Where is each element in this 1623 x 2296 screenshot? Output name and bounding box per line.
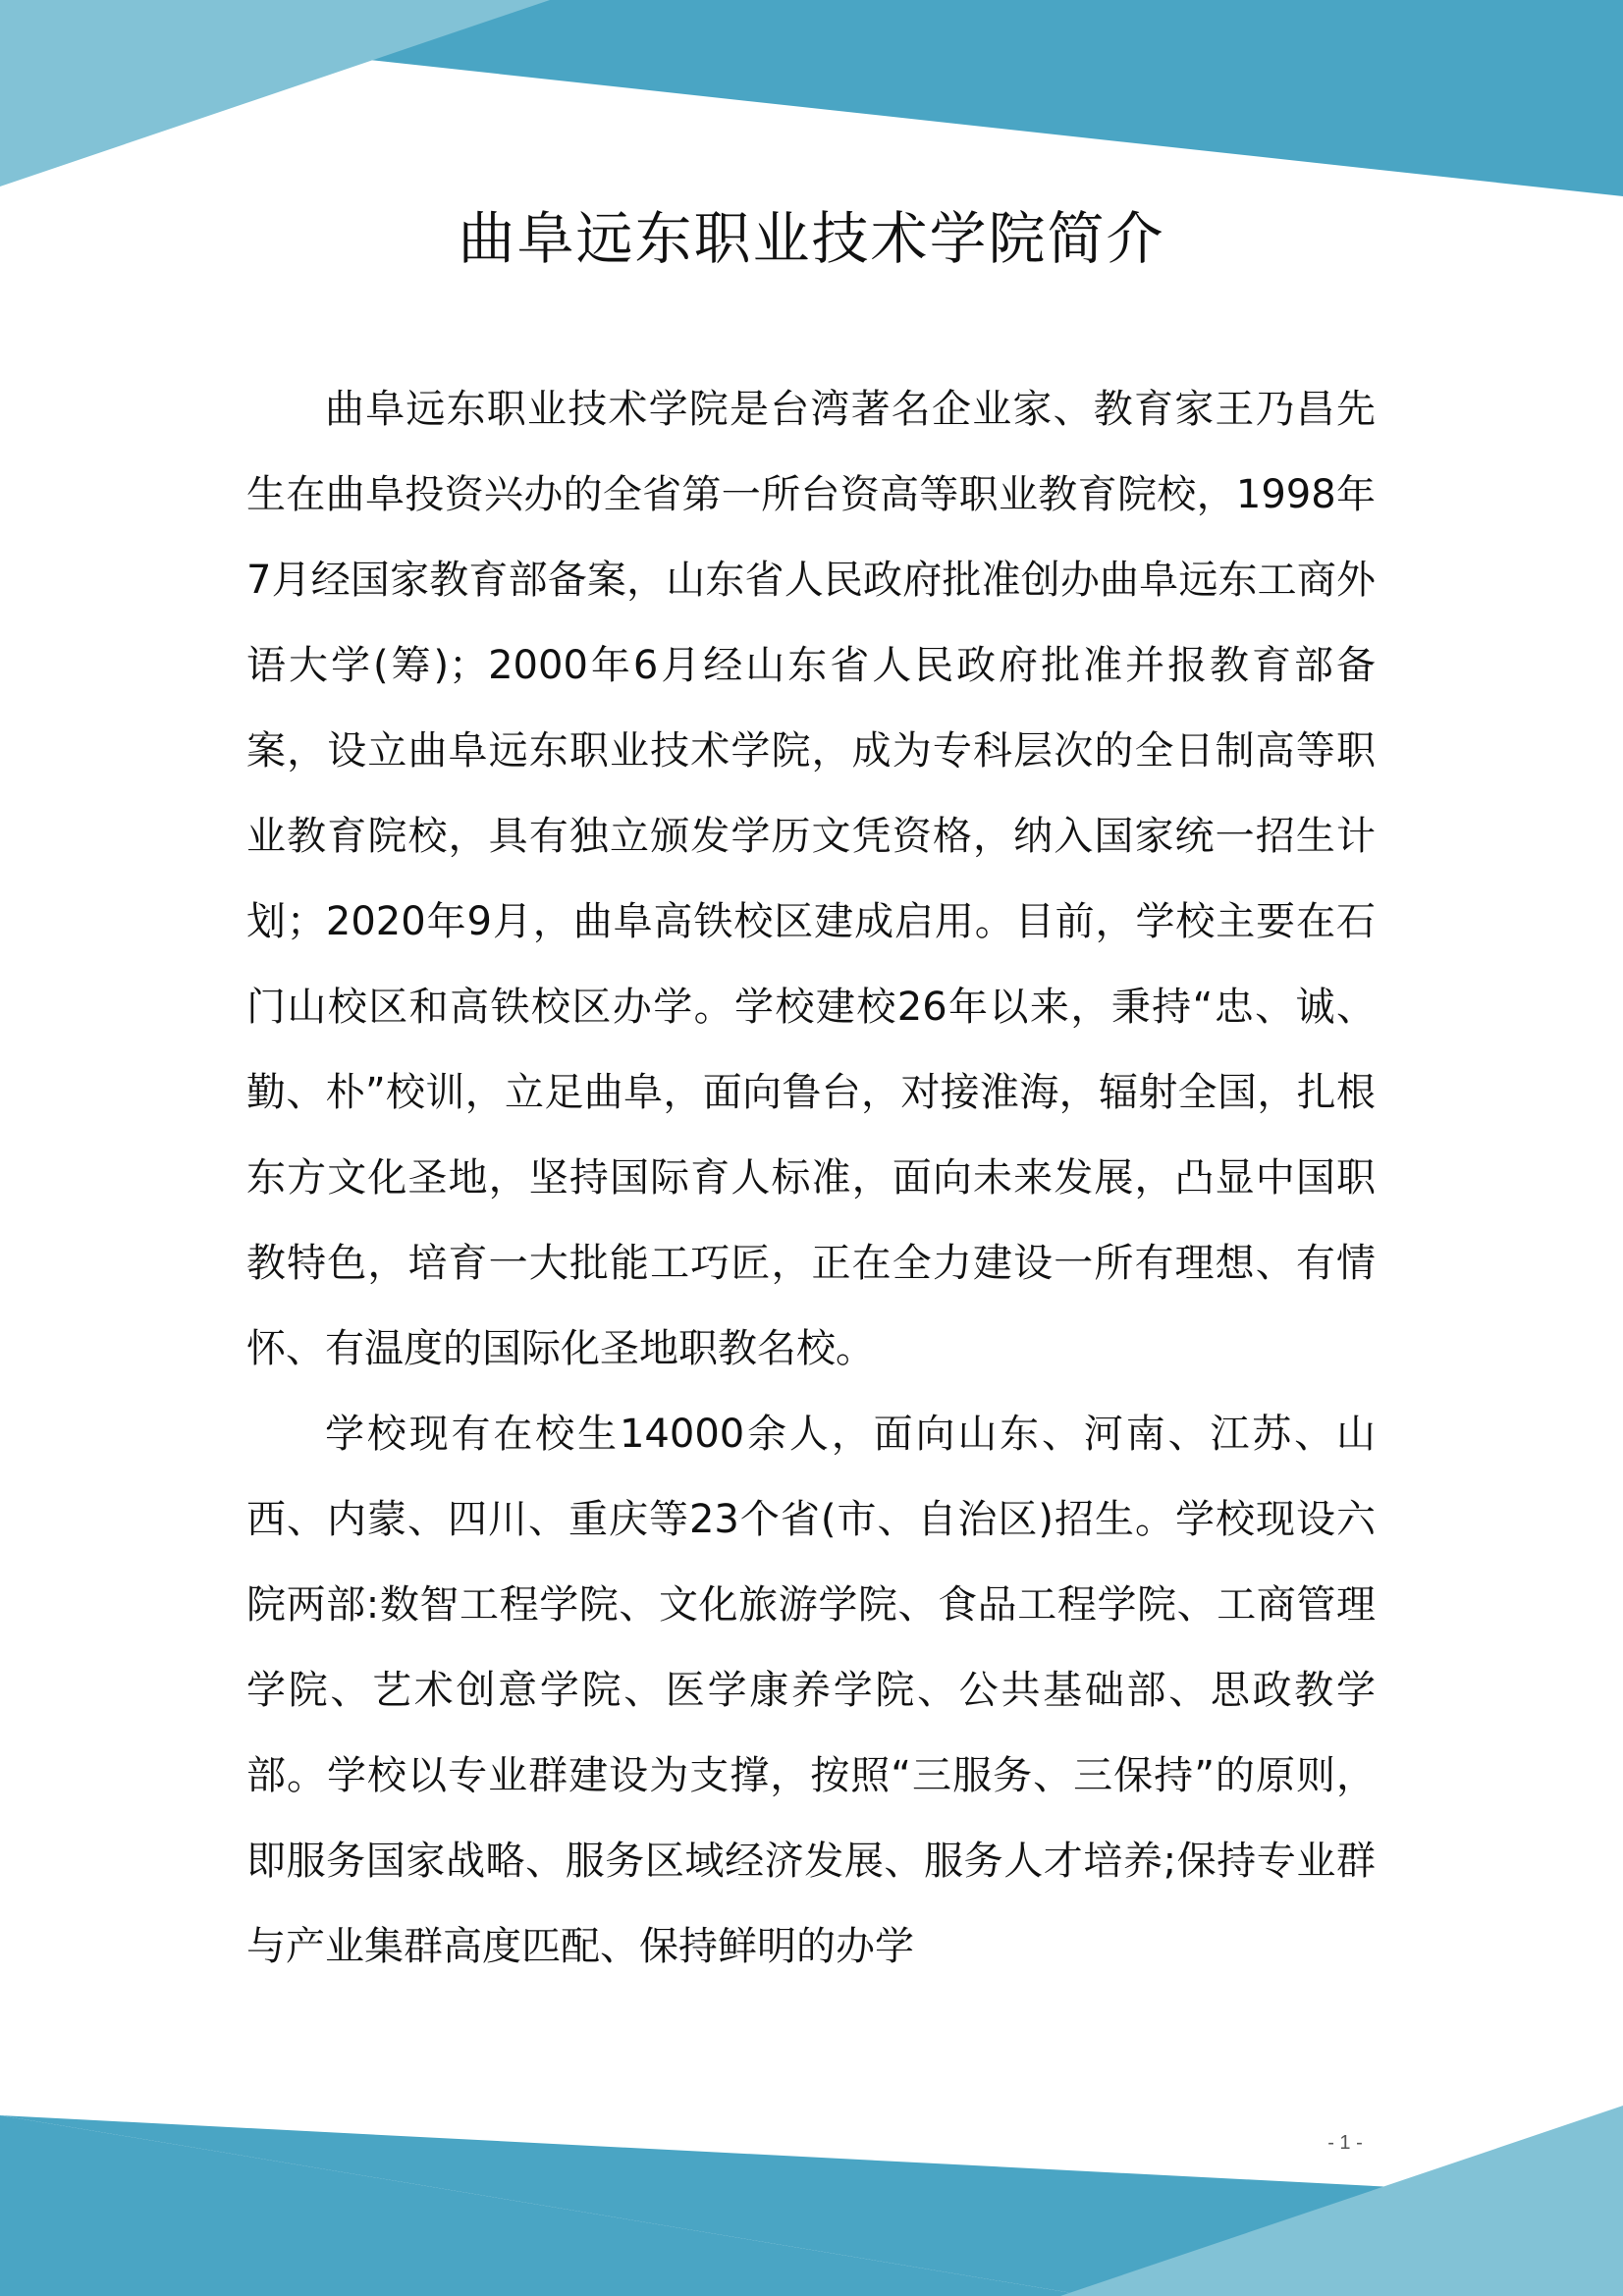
paragraph-enrollment-departments: 学校现有在校生14000余人，面向山东、河南、江苏、山西、内蒙、四川、重庆等23个省(市、自治区)招生。学校现设六院两部:数智工程学院、文化旅游学院、食品工程学院、工商管理学院、艺术创意学院、医学康养学院、公共基础部、思政教学部。学校以专业群建设为支撑，按照“三服务、三保持”的原则，即服务国家战略、服务区域经济发展、服务人才培养;保持专业群与产业集群高度匹配、保持鲜明的办学 [246,1412,1376,1969]
page-title: 曲阜远东职业技术学院简介 [458,205,1165,272]
bottom-decorative-banner [0,2091,1623,2296]
document-body [246,367,1376,1990]
top-decorative-banner [0,0,1623,196]
paragraph-college-history: 曲阜远东职业技术学院是台湾著名企业家、教育家王乃昌先生在曲阜投资兴办的全省第一所台资高等职业教育院校，1998年7月经国家教育部备案，山东省人民政府批准创办曲阜远东工商外语大学(筹)；2000年6月经山东省人民政府批准并报教育部备案，设立曲阜远东职业技术学院，成为专科层次的全日制高等职业教育院校，具有独立颁发学历文凭资格，纳入国家统一招生计划；2020年9月，曲阜高铁校区建成启用。目前，学校主要在石门山校区和高铁校区办学。学校建校26年以来，秉持“忠、诚、勤、朴”校训，立足曲阜，面向鲁台，对接淮海，辐射全国，扎根东方文化圣地，坚持国际育人标准，面向未来发展，凸显中国职教特色，培育一大批能工巧匠，正在全力建设一所有理想、有情怀、有温度的国际化圣地职教名校。 [246,387,1376,1371]
page-number: - 1 - [1327,2132,1363,2154]
